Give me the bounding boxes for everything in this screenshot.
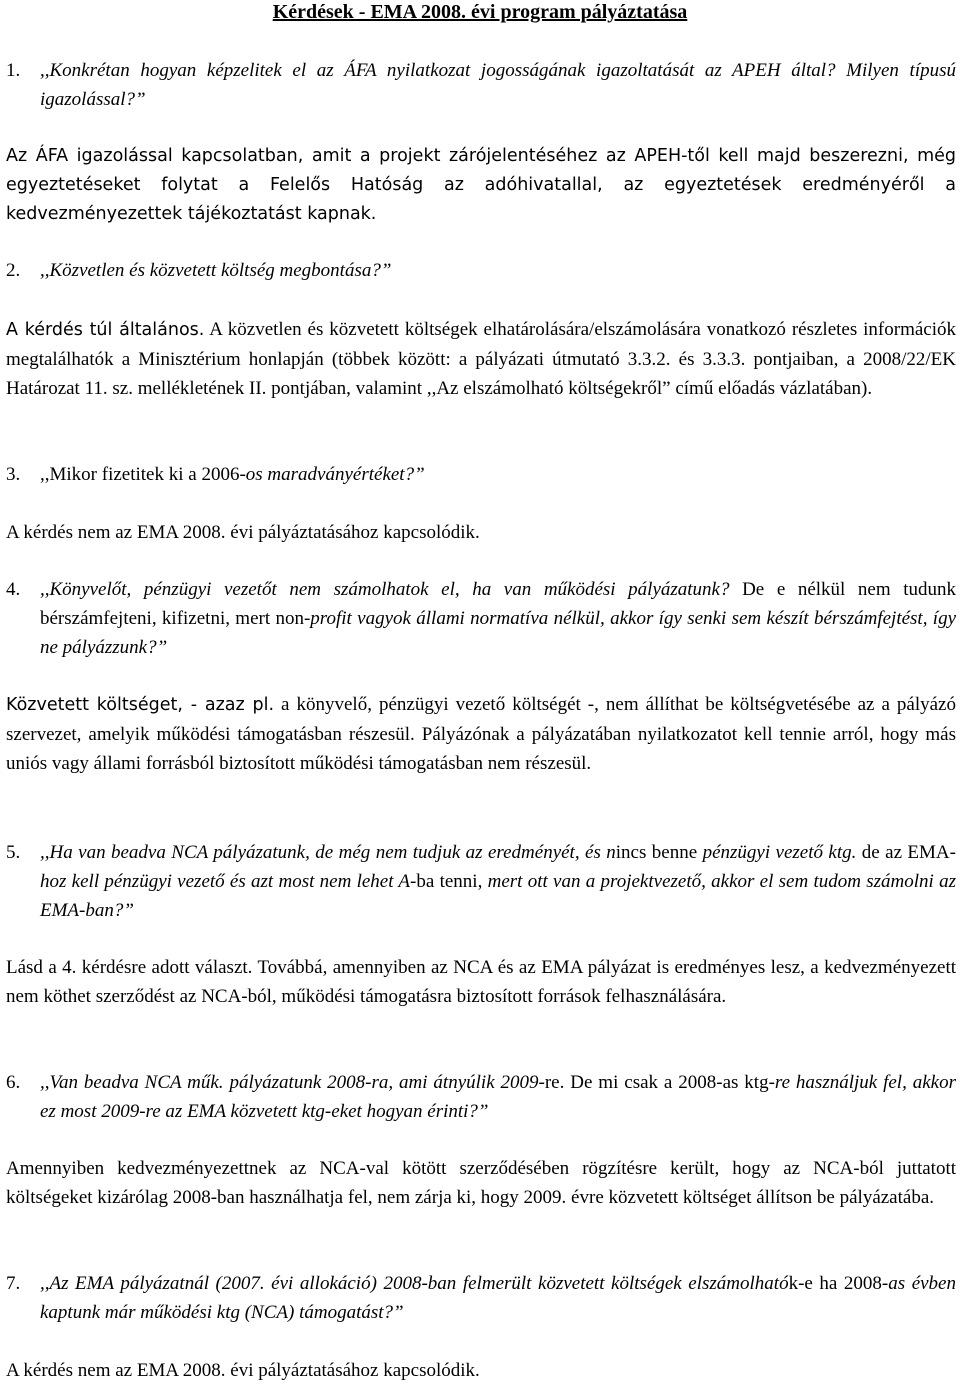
question-6-text (40, 1068, 956, 1126)
question-5-number: 5. (6, 842, 21, 863)
question-5-text-e: hoz kell pénzügyi vezető és azt most nem lehet A (40, 871, 411, 892)
question-5-text-g: mert ott van a projektvezető, akkor el sem tudom számolni az EMA-ban?” (40, 871, 956, 921)
question-6-text-c: re használjuk fel, akkor ez most 2009-re az EMA közvetett ktg-eket hogyan érinti?” (40, 1072, 956, 1122)
question-6 (6, 1068, 956, 1126)
question-5-text-f: -ba tenni, (410, 871, 488, 892)
answer-2-lead: A kérdés túl általános. (6, 320, 205, 340)
answer-6: Amennyiben kedvezményezettnek az NCA-val kötött szerződésében rögzítésre került, hogy az NCA-ból juttatott költségeket kizárólag 2008-ban használhatja fel, nem zárja ki, hogy 2009. évre közvetett költséget állítson be pályázatába. (6, 1158, 956, 1208)
answer-5: Lásd a 4. kérdésre adott választ. Továbbá, amennyiben az NCA és az EMA pályázat is eredményes lesz, a kedvezményezett nem köthet szerződést az NCA-ból, működési támogatásra biztosított források felhasználására. (6, 957, 956, 1007)
question-3-text-a: ,,Mikor fizetitek ki a 2006- (40, 464, 246, 485)
answer-1: Az ÁFA igazolással kapcsolatban, amit a projekt zárójelentéséhez az APEH-től kell majd beszerezni, még egyeztetéseket folytat a Felelős Hatóság az adóhivatallal, az egyeztetések eredményéről a kedvezményezettek tájékoztatást kapnak. (6, 146, 956, 224)
question-7-text-a: ,,Az EMA pályázatnál (2007. évi allokáció) 2008-ban felmerült közvetett költségek elszámolható (40, 1273, 789, 1294)
answer-3: A kérdés nem az EMA 2008. évi pályáztatásához kapcsolódik. (6, 522, 480, 543)
document-title: Kérdések - EMA 2008. évi program pályáztatása (272, 1, 688, 23)
question-2-text: ,,Közvetlen és közvetett költség megbontása?” (40, 260, 392, 281)
question-5-text-b: incs benne (615, 842, 703, 863)
question-5-text (40, 838, 956, 925)
question-7-text (40, 1269, 956, 1327)
question-4-text-a: ,,Könyvelőt, pénzügyi vezetőt nem számolhatok el, ha van működési pályázatunk? (40, 579, 730, 600)
question-5-text-d: de az EMA- (856, 842, 956, 863)
question-4 (6, 575, 956, 662)
answer-2-text: A közvetlen és közvetett költségek elhatárolására/elszámolására vonatkozó részletes információk megtalálhatók a Minisztérium honlapján (többek között: a pályázati útmutató 3.3.2. és 3.3.3. pontjaiban, a 2008/22/EK Határozat 11. sz. mellékletének II. pontjában, valamint ,,Az elszámolható költségekről” című előadás vázlatában). (6, 319, 956, 399)
question-7-text-c: as évben kaptunk már működési ktg (NCA) támogatást?” (40, 1273, 956, 1323)
question-4-text-c: eni, kifizetni, mert non- (128, 608, 311, 629)
question-6-number: 6. (6, 1072, 21, 1093)
question-2-number: 2. (6, 260, 21, 281)
question-3-number: 3. (6, 464, 21, 485)
question-2 (6, 256, 956, 285)
answer-4-text: a könyvelő, pénzügyi vezető költségét -, nem állíthat be költségvetésébe az a pályázó szervezet, amelyik működési támogatásban részesül. Pályázónak a pályázatában nyilatkozatot kell tennie arról, hogy más uniós vagy állami forrásból biztosított működési támogatásban nem részesül. (6, 694, 956, 774)
answer-7: A kérdés nem az EMA 2008. évi pályáztatásához kapcsolódik. (6, 1360, 480, 1381)
answer-4 (6, 690, 956, 778)
question-7-text-b: k-e ha 2008- (788, 1273, 889, 1294)
question-4-number: 4. (6, 579, 21, 600)
question-4-text-b: De e nélkül nem tudunk bérszámfejt (40, 579, 956, 629)
question-7 (6, 1269, 956, 1327)
question-3 (6, 460, 956, 489)
question-6-text-b: -re. De mi csak a 2008-as ktg- (538, 1072, 775, 1093)
answer-2 (6, 315, 956, 403)
question-3-text-b: os maradványértéket?” (245, 464, 425, 485)
question-1 (6, 56, 956, 114)
question-4-text (40, 575, 956, 662)
question-5-text-c: pénzügyi vezető ktg. (702, 842, 857, 863)
question-5-text-a: ,,Ha van beadva NCA pályázatunk, de még nem tudjuk az eredményét, és n (40, 842, 616, 863)
question-1-number: 1. (6, 60, 21, 81)
question-4-text-d: profit vagyok állami normatíva nélkül, akkor így senki sem készít bérszámfejtést, így ne pályázzunk?” (40, 608, 956, 658)
question-5 (6, 838, 956, 925)
answer-4-lead: Közvetett költséget, - azaz pl. (6, 695, 275, 715)
question-7-number: 7. (6, 1273, 21, 1294)
question-6-text-a: ,,Van beadva NCA műk. pályázatunk 2008-ra, ami átnyúlik 2009 (40, 1072, 539, 1093)
question-3-text (40, 460, 956, 489)
question-1-text: ,,Konkrétan hogyan képzelitek el az ÁFA nyilatkozat jogosságának igazoltatását az APEH által? Milyen típusú igazolással?” (40, 60, 956, 110)
